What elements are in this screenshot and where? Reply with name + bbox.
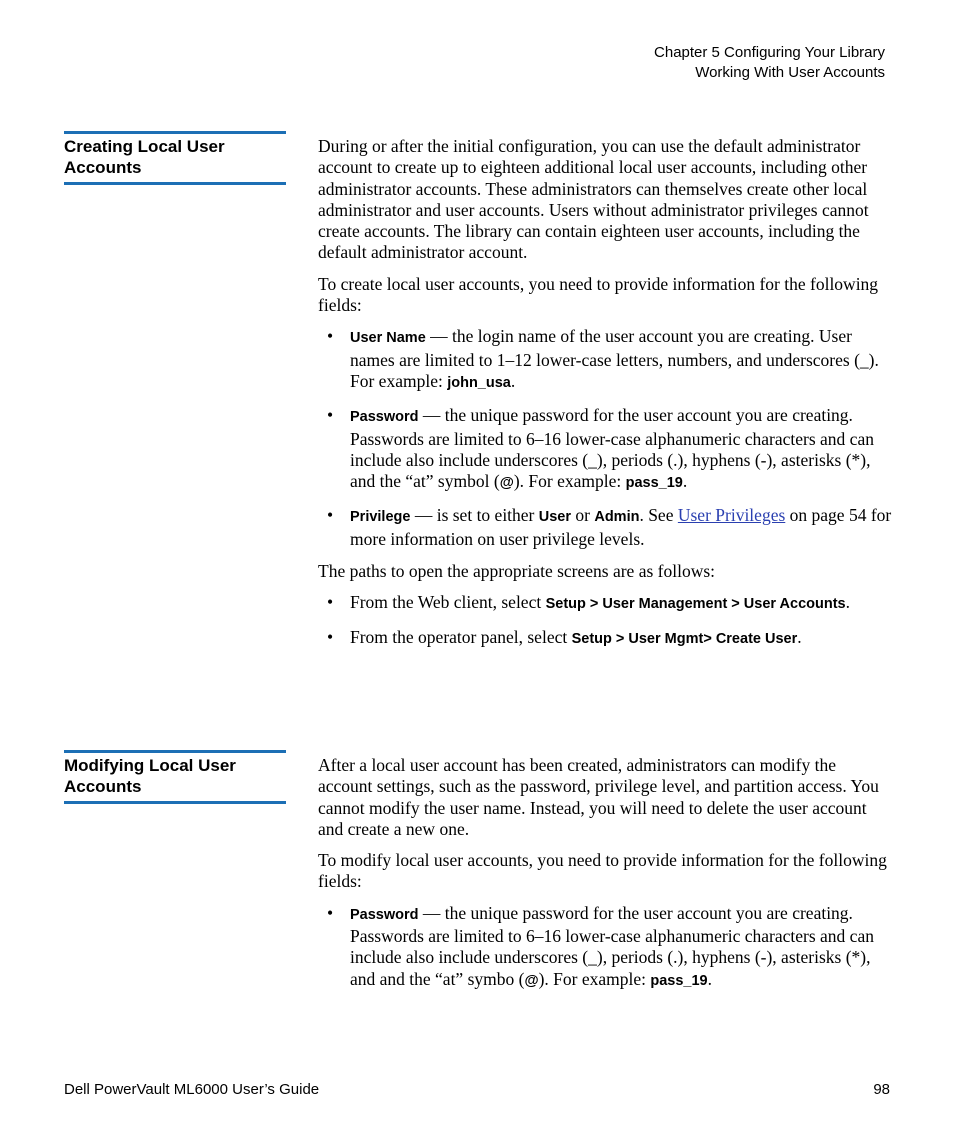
header-section: Working With User Accounts	[695, 64, 885, 81]
field-text: or	[571, 505, 595, 526]
modifying-fields-list	[318, 903, 893, 992]
field-text: ). For example:	[513, 471, 626, 492]
field-text: . See	[639, 505, 678, 526]
field-text: on page 54 for more information on user privilege levels.	[350, 505, 892, 549]
bullet-icon: •	[327, 326, 334, 347]
punctuation: .	[797, 626, 802, 647]
punctuation: .	[707, 968, 712, 989]
field-term-username: User Name	[350, 330, 426, 347]
field-example: pass_19	[625, 475, 683, 492]
running-header	[654, 43, 885, 83]
field-text: — the unique password for the user account you are creating. Passwords are limited to 6–16 lower-case alphanumeric characters and can include also include underscores (_), periods (.), hyphens (-), asterisks (*), and and the “at” symbo (	[350, 902, 874, 989]
footer-title: Dell PowerVault ML6000 User’s Guide	[64, 1081, 320, 1098]
list-item	[318, 326, 893, 394]
punctuation: .	[510, 370, 516, 391]
field-term-password: Password	[350, 409, 419, 426]
bullet-icon: •	[327, 505, 334, 526]
field-text: — the unique password for the user account you are creating. Passwords are limited to 6–16 lower-case alphanumeric characters and can include also include underscores (_), periods (.), hyphens (-), asterisks (*), and the “at” symbol (	[350, 405, 874, 492]
web-client-path: Setup > User Management > User Accounts	[545, 596, 846, 613]
modifying-section-heading: Modifying Local User Accounts	[64, 750, 286, 804]
list-item	[318, 505, 893, 550]
bullet-icon: •	[327, 902, 334, 923]
field-text: — is set to either	[410, 505, 539, 526]
privilege-user: User	[538, 509, 572, 526]
field-term-privilege: Privilege	[350, 509, 411, 526]
list-item	[318, 592, 893, 615]
bullet-icon: •	[327, 626, 334, 647]
creating-section-body	[318, 136, 893, 661]
paths-list	[318, 592, 893, 650]
page-footer	[64, 1080, 890, 1100]
bullet-icon: •	[327, 405, 334, 426]
operator-panel-path: Setup > User Mgmt> Create User	[571, 630, 798, 647]
creating-intro-paragraph: During or after the initial configuration, you can use the default administrator account to create up to eighteen additional local user accounts, including other administrator accounts. These administrators can themselves create other local administrator and user accounts. Users without administrator privileges cannot create accounts. The library can contain eighteen user accounts, including the default administrator account.	[318, 136, 869, 263]
field-example: john_usa	[447, 374, 511, 391]
modifying-section-body	[318, 755, 893, 1003]
creating-section-heading: Creating Local User Accounts	[64, 131, 286, 185]
at-symbol: @	[524, 972, 539, 989]
field-text: — the login name of the user account you are creating. User names are limited to 1–12 lower-case letters, numbers, and underscores (_). For example:	[350, 326, 879, 391]
list-item	[318, 627, 893, 650]
field-text: ). For example:	[538, 968, 651, 989]
modifying-intro-paragraph: After a local user account has been created, administrators can modify the account settings, such as the password, privilege level, and partition access. You cannot modify the user name. Instead, you will need to delete the user account and create a new one.	[318, 755, 879, 839]
list-item	[318, 405, 893, 494]
at-symbol: @	[499, 475, 514, 492]
punctuation: .	[682, 471, 688, 492]
creating-fields-paragraph: To create local user accounts, you need to provide information for the following fields:	[318, 273, 879, 316]
path-prefix: From the Web client, select	[350, 592, 546, 613]
punctuation: .	[845, 592, 850, 613]
creating-fields-list	[318, 326, 893, 550]
bullet-icon: •	[327, 592, 334, 613]
paths-paragraph: The paths to open the appropriate screens are as follows:	[318, 561, 716, 582]
page-number: 98	[873, 1081, 890, 1098]
privilege-admin: Admin	[594, 509, 640, 526]
modifying-fields-paragraph: To modify local user accounts, you need to provide information for the following fields:	[318, 850, 887, 892]
field-example: pass_19	[650, 972, 708, 989]
field-term-password: Password	[350, 906, 419, 923]
header-chapter: Chapter 5 Configuring Your Library	[654, 44, 885, 61]
path-prefix: From the operator panel, select	[350, 626, 572, 647]
user-privileges-link[interactable]: User Privileges	[677, 505, 786, 526]
list-item	[318, 903, 893, 992]
